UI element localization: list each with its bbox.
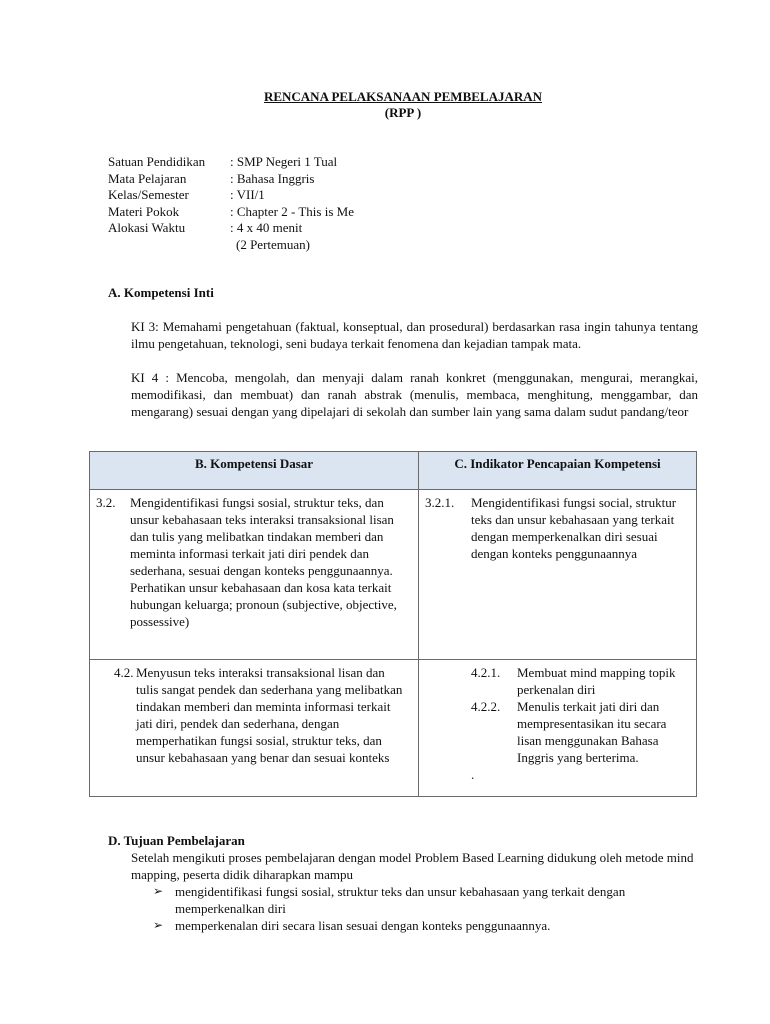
info-extra: (2 Pertemuan) [236,236,311,252]
header-kompetensi-dasar: B. Kompetensi Dasar [90,452,419,490]
info-value: : SMP Negeri 1 Tual [230,154,338,169]
info-label: Satuan Pendidikan [108,154,206,169]
info-label: Mata Pelajaran [108,170,187,186]
arrow-bullet-icon: ➢ [153,918,164,932]
trailing-dot: . [471,767,475,782]
header-indikator: C. Indikator Pencapaian Kompetensi [419,452,697,490]
indicator-number: 4.2.2. [471,699,501,714]
indicator-text: Membuat mind mapping topik perkenalan diri [517,665,676,697]
indicator-cell [419,490,697,660]
list-item [153,883,703,917]
indicator-text: Mengidentifikasi fungsi social, struktur teks dan unsur kebahasaan yang terkait dengan memperkenalkan diri sesuai dengan konteks penggunaannya [471,495,677,561]
ki4-paragraph: KI 4 : Mencoba, mengolah, dan menyaji dalam ranah konkret (menggunakan, mengurai, merangkai, memodifikasi, dan membuat) dan ranah abstrak (menulis, membaca, menghitung, menggambar, dan mengarang) sesuai dengan yang dipelajari di sekolah dan sumber lain yang sama dalam sudut pandang/teor [131,370,698,419]
info-row [108,203,354,220]
list-item [153,917,703,934]
indicator-number: 4.2.1. [471,665,501,680]
info-label: Kelas/Semester [108,187,189,202]
kd-number: 4.2. [114,665,134,680]
list-item-text: mengidentifikasi fungsi sosial, struktur teks dan unsur kebahasaan yang terkait dengan memperkenalkan diri [175,884,626,916]
indicator-text: Menulis terkait jati diri dan mempresentasikan itu secara lisan menggunakan Bahasa Inggris yang berterima. [517,699,667,765]
info-label: Materi Pokok [108,203,180,219]
list-item-text: memperkenalan diri secara lisan sesuai dengan konteks penggunaannya. [175,918,551,933]
info-label: Alokasi Waktu [108,220,186,235]
section-d-heading: D. Tujuan Pembelajaran [108,833,245,848]
info-value: : 4 x 40 menit [230,220,303,235]
info-row [108,186,354,203]
info-row [108,153,354,170]
info-row [108,170,354,187]
info-row [108,219,354,236]
objectives-list [153,883,703,934]
indicator-item [471,664,696,698]
kd-text: Menyusun teks interaksi transaksional lisan dan tulis sangat pendek dan sederhana yang melibatkan tindakan memberi dan meminta informasi terkait jati diri, pendek dan sederhana, dengan memperhatikan fungsi sosial, struktur teks, dan unsur kebahasaan yang benar dan sesuai konteks [136,665,403,765]
document-title: RENCANA PELAKSANAAN PEMBELAJARAN [263,89,543,104]
indicator-item [471,698,696,766]
section-d-intro: Setelah mengikuti proses pembelajaran dengan model Problem Based Learning didukung oleh metode mind mapping, peserta didik diharapkan mampu [131,850,694,882]
kd-text: Mengidentifikasi fungsi sosial, struktur teks, dan unsur kebahasaan teks interaksi transaksional lisan dan tulis yang melibatkan tindakan memberi dan meminta informasi terkait jati diri pendek dan sederhana, sesuai dengan konteks penggunaannya. Perhatikan unsur kebahasaan dan kosa kata terkait hubungan keluarga; pronoun (subjective, objective, possessive) [130,495,397,629]
ki3-paragraph: KI 3: Memahami pengetahuan (faktual, konseptual, dan prosedural) berdasarkan rasa ingin tahunya tentang ilmu pengetahuan, teknologi, seni budaya terkait fenomena dan kejadian tampak mata. [131,319,698,351]
indicator-cell [419,660,697,797]
kd-number: 3.2. [96,495,116,510]
indicator-number: 3.2.1. [425,495,455,510]
info-value: : VII/1 [230,187,265,202]
section-a-heading: A. Kompetensi Inti [108,285,214,300]
kd-cell [90,660,419,797]
kd-cell [90,490,419,660]
document-subtitle: (RPP ) [384,105,422,120]
arrow-bullet-icon: ➢ [153,884,164,898]
info-value: : Bahasa Inggris [230,170,315,186]
competency-table [89,451,697,797]
info-block [108,153,354,252]
info-value: : Chapter 2 - This is Me [230,203,354,219]
